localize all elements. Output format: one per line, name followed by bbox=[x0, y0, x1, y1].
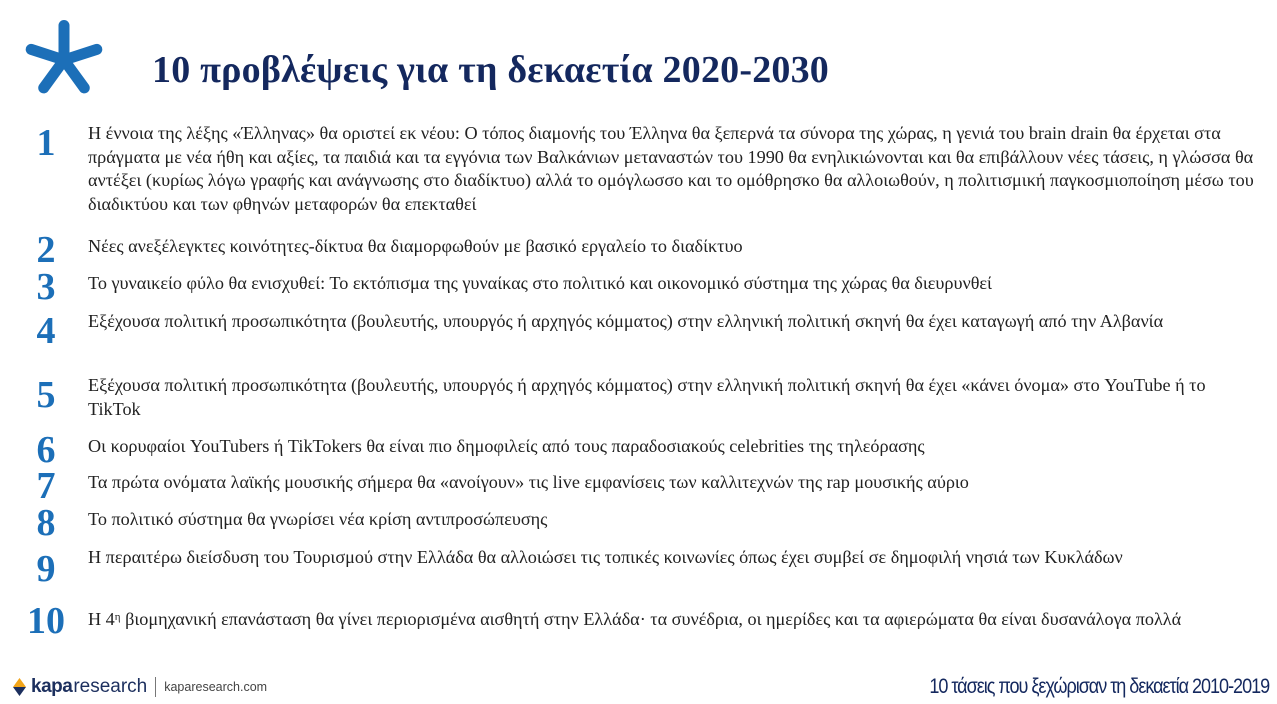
logo-research-text: research bbox=[73, 676, 148, 697]
prediction-text: Εξέχουσα πολιτική προσωπικότητα (βουλευτής, υπουργός ή αρχηγός κόμματος) στην ελληνική πολιτική σκηνή θα έχει καταγωγή από την Αλβανία bbox=[88, 311, 1164, 331]
prediction-number: 3 bbox=[36, 266, 56, 308]
logo-divider bbox=[155, 677, 156, 697]
prediction-number: 10 bbox=[27, 600, 65, 642]
prediction-number: 2 bbox=[36, 229, 56, 271]
prediction-number: 8 bbox=[36, 502, 56, 544]
prediction-number: 7 bbox=[36, 465, 56, 507]
prediction-number: 9 bbox=[36, 548, 56, 590]
prediction-text: Εξέχουσα πολιτική προσωπικότητα (βουλευτής, υπουργός ή αρχηγός κόμματος) στην ελληνική πολιτική σκηνή θα έχει «κάνει όνομα» στο YouTube ή το TikTok bbox=[88, 375, 1206, 419]
prediction-number: 4 bbox=[36, 310, 56, 352]
prediction-number: 1 bbox=[36, 122, 56, 164]
website-url: kaparesearch.com bbox=[164, 680, 268, 694]
prediction-text: Νέες ανεξέλεγκτες κοινότητες-δίκτυα θα διαμορφωθούν με βασικό εργαλείο το διαδίκτυο bbox=[88, 236, 743, 256]
footer-tagline: 10 τάσεις που ξεχώρισαν τη δεκαετία 2010-2019 bbox=[929, 675, 1269, 698]
prediction-text: Το πολιτικό σύστημα θα γνωρίσει νέα κρίση αντιπροσώπευσης bbox=[88, 509, 548, 529]
prediction-text bbox=[88, 608, 1260, 632]
logo-kapa-text: kapa bbox=[31, 676, 73, 697]
ordinal-superscript: η bbox=[114, 611, 121, 623]
prediction-number: 5 bbox=[36, 374, 56, 416]
logo-mark-icon bbox=[12, 677, 27, 697]
page-title: 10 προβλέψεις για τη δεκαετία 2020-2030 bbox=[152, 49, 829, 91]
kapa-research-logo bbox=[12, 676, 267, 698]
prediction-text-start: Η 4 bbox=[88, 609, 115, 629]
prediction-text: Οι κορυφαίοι YouTubers ή TikTokers θα είναι πιο δημοφιλείς από τους παραδοσιακούς celebrities της τηλεόρασης bbox=[88, 436, 925, 456]
prediction-text: Τα πρώτα ονόματα λαϊκής μουσικής σήμερα θα «ανοίγουν» τις live εμφανίσεις των καλλιτεχνών της rap μουσικής αύριο bbox=[88, 472, 969, 492]
prediction-text: Η περαιτέρω διείσδυση του Τουρισμού στην Ελλάδα θα αλλοιώσει τις τοπικές κοινωνίες όπως έχει συμβεί σε δημοφιλή νησιά των Κυκλάδων bbox=[88, 547, 1123, 567]
prediction-text: Το γυναικείο φύλο θα ενισχυθεί: Το εκτόπισμα της γυναίκας στο πολιτικό και οικονομικό σύστημα της χώρας θα διευρυνθεί bbox=[88, 273, 992, 293]
prediction-text: Η έννοια της λέξης «Έλληνας» θα οριστεί εκ νέου: Ο τόπος διαμονής του Έλληνα θα ξεπερνά τα σύνορα της χώρας, η γενιά του brain drain θα έρχεται στα πράγματα με νέα ήθη και αξίες, τα παιδιά και τα εγγόνια των Βαλκάνιων μεταναστών του 1990 θα ενηλικιώνονται και θα επιβάλλουν νέες τάσεις, η γλώσσα θα αντέξει (κυρίως λόγω γραφής και ανάγνωσης στο διαδίκτυο) αλλά το ομόγλωσσο και το ομόθρησκο θα αλλοιωθούν, η πολιτισμική παγκοσμιοποίηση μέσω του διαδικτύου και των φθηνών μεταφορών θα επεκταθεί bbox=[88, 123, 1254, 214]
prediction-text-end: βιομηχανική επανάσταση θα γίνει περιορισμένα αισθητή στην Ελλάδα· τα συνέδρια, οι ημερίδες και τα αφιερώματα θα είναι δυσανάλογα πολλά bbox=[120, 609, 1182, 629]
prediction-number: 6 bbox=[36, 429, 56, 471]
